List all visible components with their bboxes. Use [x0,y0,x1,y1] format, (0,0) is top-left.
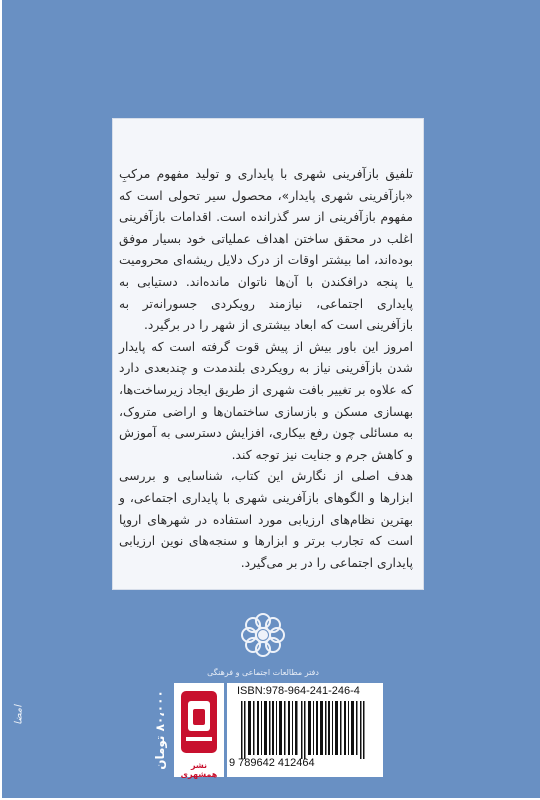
blurb-paragraph: امروز این باور بیش از پیش قوت گرفته است که پایدار شدن بازآفرینی نیاز به رویکردی بلندمدت و چندبعدی دارد که علاوه بر تغییر بافت شهری از طریق ایجاد زیرساخت‌ها، بهسازی مسکن و بازسازی ساختمان‌ها و اراضی متروک، به مسائلی چون رفع بیکاری، افزایش دسترسی به آموزش و کاهش جرم و جنایت نیز توجه کند. [119,339,413,462]
hamshahri-publisher-logo-icon [174,683,224,759]
blurb-paragraph: تلفیق بازآفرینی شهری با پایداری و تولید مفهوم مرکبِ «بازآفرینی شهری پایدار»، محصول سیر تحولی است که مفهوم بازآفرینی از سر گذرانده است. اقدامات بازآفرینی اغلب در محقق ساختن اهداف عملیاتی خود بسیار موفق بوده‌اند، اما بیشتر اوقات از درک دلایل ریشه‌ای محرومیت یا پنجه درافکندن با آن‌ها ناتوان مانده‌اند. دستیابی به پایداری اجتماعی، نیازمند رویکردی جسورانه‌تر به بازآفرینی است که ابعاد بیشتری از شهر را در برگیرد. [119,167,413,333]
organization-name: دفتر مطالعات اجتماعی و فرهنگی [207,668,319,677]
blurb-panel [112,118,424,590]
price-text: ۸۰،۰۰۰ تومان [153,690,167,770]
signature-text: امضا [13,705,25,725]
barcode-digits: 9 789642 412464 [229,757,315,769]
publisher-logo [174,683,224,777]
blurb-paragraph: هدف اصلی از نگارش این کتاب، شناسایی و بررسی ابزارها و الگوهای بازآفرینی شهری با پایداری اجتماعی، و بهترین نظام‌های ارزیابی مورد استفاده در شهرهای اروپا است که تجارب برتر و ابزارها و سنجه‌های نوین ارزیابی پایداری اجتماعی را در بر می‌گیرد. [119,469,413,570]
author-signature [4,650,34,780]
publisher-name: نشر همشهری [180,761,218,779]
barcode-area [227,683,383,777]
price-label [150,680,170,780]
blurb-text [119,164,413,574]
isbn-text: ISBN:978-964-241-246-4 [237,685,360,697]
tehran-municipality-emblem-icon [232,604,294,666]
